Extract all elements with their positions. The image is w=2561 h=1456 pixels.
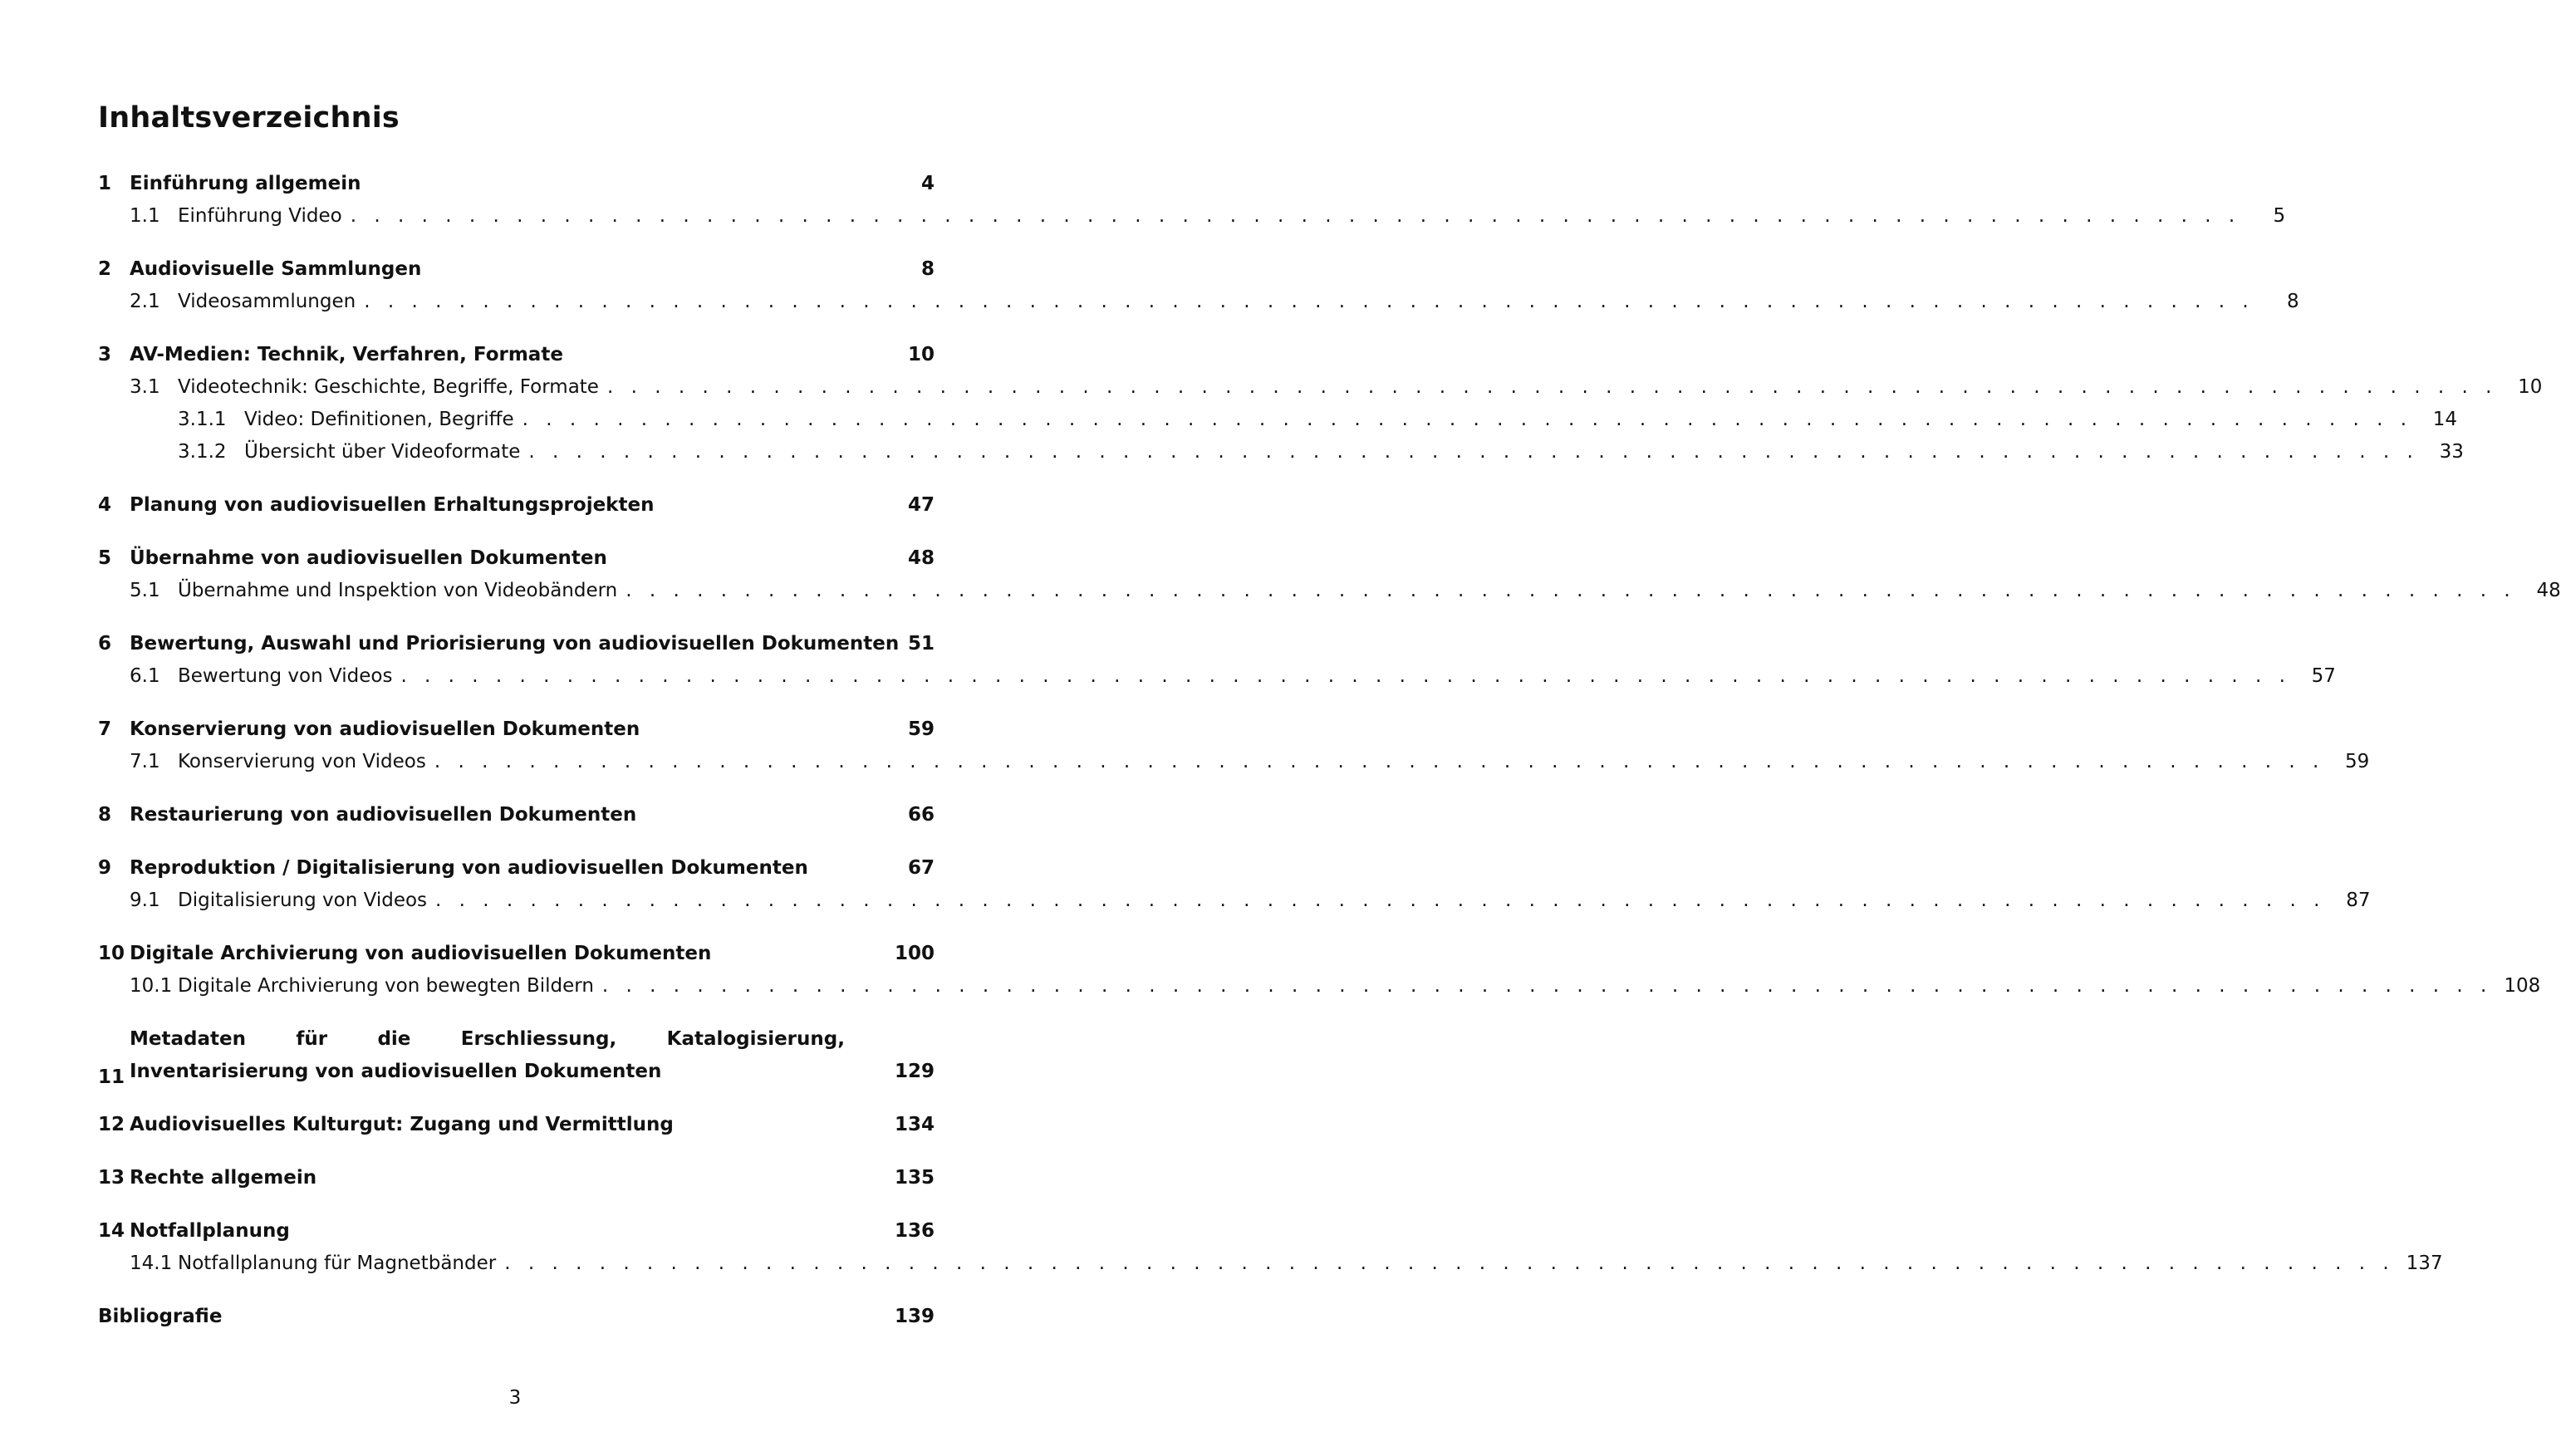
section-page-number: 87	[2346, 890, 2371, 911]
section-number: 3.1.1	[178, 409, 227, 430]
section-title: Video: Definitionen, Begriffe	[244, 409, 514, 430]
toc-section-entry[interactable]	[98, 1248, 2443, 1280]
chapter-page-number: 10	[907, 344, 935, 365]
chapter-number: 5	[98, 547, 112, 569]
chapter-title: Übernahme von audiovisuellen Dokumenten	[130, 547, 607, 569]
dot-leader: . . . . . . . . . . . . . . . . . . . . . . . . . . . . . . . . . . . . . . . . . . . . . . . . . . . . . . . . . . . . . . . . . . . . . . . . . . . . . . . .	[400, 665, 2291, 687]
section-title: Digitale Archivierung von bewegten Bildern	[178, 975, 594, 997]
toc-chapter	[98, 489, 935, 522]
dot-leader: . . . . . . . . . . . . . . . . . . . . . . . . . . . . . . . . . . . . . . . . . . . . . . . . . . . . . . . . . . . . . . . . . . . . . . . . . . . . . . . .	[522, 409, 2413, 430]
section-number: 10.1	[130, 975, 173, 997]
toc-chapter	[98, 1023, 935, 1088]
dot-leader: . . . . . . . . . . . . . . . . . . . . . . . . . . . . . . . . . . . . . . . . . . . . . . . . . . . . . . . . . . . . . . . . . . . . . . . . . . . . . . . .	[434, 751, 2325, 772]
dot-leader: . . . . . . . . . . . . . . . . . . . . . . . . . . . . . . . . . . . . . . . . . . . . . . . . . . . . . . . . . . . . . . . . . . . . . . . . . . . . . . . .	[364, 291, 2254, 312]
chapter-title: Restaurierung von audiovisuellen Dokumenten	[130, 804, 637, 826]
toc-chapter-entry[interactable]	[98, 339, 935, 371]
toc-subsection-entry[interactable]	[98, 436, 2464, 468]
chapter-page-number: 67	[907, 857, 935, 879]
toc-section-entry[interactable]	[98, 746, 2370, 778]
toc-chapter	[98, 1301, 935, 1333]
section-title: Notfallplanung für Magnetbänder	[178, 1253, 497, 1274]
section-number: 3.1	[130, 376, 160, 398]
chapter-page-number: 4	[920, 173, 935, 194]
chapter-title: Digitale Archivierung von audiovisuellen Dokumenten	[130, 943, 712, 964]
toc-chapter-entry[interactable]	[98, 628, 935, 660]
toc-chapter	[98, 852, 2371, 917]
toc-chapter-entry[interactable]	[98, 1162, 935, 1194]
chapter-page-number: 66	[907, 804, 935, 826]
section-title: Einführung Video	[178, 205, 342, 227]
section-page-number: 137	[2406, 1253, 2443, 1274]
chapter-page-number: 134	[894, 1114, 935, 1135]
chapter-page-number: 59	[907, 718, 935, 740]
toc-section-entry[interactable]	[98, 575, 2561, 607]
section-number: 7.1	[130, 751, 160, 772]
toc-chapter	[98, 253, 2299, 318]
section-page-number: 59	[2345, 751, 2370, 772]
toc-section-entry[interactable]	[98, 970, 2541, 1003]
toc-chapter	[98, 1215, 2443, 1280]
section-number: 9.1	[130, 890, 160, 911]
chapter-title: Audiovisuelles Kulturgut: Zugang und Vermittlung	[130, 1114, 674, 1135]
page-title: Inhaltsverzeichnis	[98, 101, 400, 135]
toc-chapter-entry[interactable]	[98, 542, 935, 575]
section-number: 6.1	[130, 665, 160, 687]
chapter-number: 11	[98, 1066, 125, 1088]
toc-chapter-entry[interactable]	[98, 253, 935, 286]
toc-chapter	[98, 628, 2336, 693]
dot-leader: . . . . . . . . . . . . . . . . . . . . . . . . . . . . . . . . . . . . . . . . . . . . . . . . . . . . . . . . . . . . . . . . . . . . . . . . . . . . . . . .	[601, 975, 2493, 997]
chapter-page-number: 51	[907, 633, 935, 654]
chapter-title: Bewertung, Auswahl und Priorisierung von audiovisuellen Dokumenten	[130, 633, 900, 654]
dot-leader: . . . . . . . . . . . . . . . . . . . . . . . . . . . . . . . . . . . . . . . . . . . . . . . . . . . . . . . . . . . . . . . . . . . . . . . . . . . . . . . .	[528, 441, 2419, 463]
chapter-title: Rechte allgemein	[130, 1167, 317, 1189]
dot-leader: . . . . . . . . . . . . . . . . . . . . . . . . . . . . . . . . . . . . . . . . . . . . . . . . . . . . . . . . . . . . . . . . . . . . . . . . . . . . . . . .	[626, 580, 2516, 601]
chapter-number: 9	[98, 857, 112, 879]
chapter-number: 4	[98, 494, 112, 516]
section-number: 1.1	[130, 205, 160, 227]
section-number: 5.1	[130, 580, 160, 601]
chapter-page-number: 48	[907, 547, 935, 569]
chapter-title: Reproduktion / Digitalisierung von audiovisuellen Dokumenten	[130, 857, 808, 879]
chapter-number: 6	[98, 633, 112, 654]
chapter-number: 7	[98, 718, 112, 740]
toc-section-entry[interactable]	[98, 885, 2371, 917]
toc-chapter-entry[interactable]	[98, 489, 935, 522]
section-page-number: 108	[2504, 975, 2541, 997]
section-title: Bewertung von Videos	[178, 665, 393, 687]
section-page-number: 10	[2518, 376, 2543, 398]
toc-chapter-entry[interactable]	[98, 713, 935, 746]
chapter-page-number: 47	[907, 494, 935, 516]
section-number: 14.1	[130, 1253, 173, 1274]
toc-section-entry[interactable]	[98, 660, 2336, 693]
toc-section-entry[interactable]	[98, 200, 2286, 233]
section-title: Übersicht über Videoformate	[244, 441, 521, 463]
dot-leader: . . . . . . . . . . . . . . . . . . . . . . . . . . . . . . . . . . . . . . . . . . . . . . . . . . . . . . . . . . . . . . . . . . . . . . . . . . . . . . . .	[606, 376, 2498, 398]
toc-subsection-entry[interactable]	[98, 404, 2458, 436]
section-title: Übernahme und Inspektion von Videobändern	[178, 580, 618, 601]
toc-chapter-entry[interactable]	[98, 168, 935, 200]
chapter-number: 2	[98, 258, 112, 280]
section-page-number: 57	[2311, 665, 2336, 687]
chapter-number: 10	[98, 943, 125, 964]
chapter-number: 1	[98, 173, 112, 194]
section-title: Videotechnik: Geschichte, Begriffe, Formate	[178, 376, 599, 398]
chapter-page-number: 136	[894, 1220, 935, 1242]
dot-leader: . . . . . . . . . . . . . . . . . . . . . . . . . . . . . . . . . . . . . . . . . . . . . . . . . . . . . . . . . . . . . . . . . . . . . . . . . . . . . . . .	[350, 205, 2241, 227]
toc-chapter	[98, 1109, 935, 1141]
chapter-title: Einführung allgemein	[130, 173, 361, 194]
section-title: Konservierung von Videos	[178, 751, 426, 772]
section-number: 3.1.2	[178, 441, 227, 463]
chapter-number: 8	[98, 804, 112, 826]
dot-leader: . . . . . . . . . . . . . . . . . . . . . . . . . . . . . . . . . . . . . . . . . . . . . . . . . . . . . . . . . . . . . . . . . . . . . . . . . . . . . . . .	[435, 890, 2326, 911]
chapter-title: Metadaten für die Erschliessung, Katalogisierung, Inventarisierung von audiovisuellen Dokumenten	[130, 1028, 845, 1082]
chapter-title: Audiovisuelle Sammlungen	[130, 258, 422, 280]
chapter-number: 3	[98, 344, 112, 365]
toc-chapter	[98, 713, 2370, 778]
section-title: Digitalisierung von Videos	[178, 890, 428, 911]
section-page-number: 5	[2273, 205, 2286, 227]
toc-chapter	[98, 168, 2286, 233]
toc-chapter	[98, 799, 935, 831]
chapter-title: Notfallplanung	[130, 1220, 290, 1242]
chapter-page-number: 139	[894, 1306, 935, 1327]
section-number: 2.1	[130, 291, 160, 312]
toc-chapter-entry[interactable]	[98, 1023, 935, 1088]
toc-chapter	[98, 1162, 935, 1194]
chapter-page-number: 100	[894, 943, 935, 964]
chapter-page-number: 8	[920, 258, 935, 280]
toc-page	[98, 101, 2561, 1354]
chapter-title: Bibliografie	[98, 1306, 223, 1327]
toc-chapter-entry[interactable]	[98, 1109, 935, 1141]
toc-chapter-entry[interactable]	[98, 1215, 935, 1248]
chapter-page-number: 135	[894, 1167, 935, 1189]
chapter-number: 13	[98, 1167, 125, 1189]
table-of-contents	[98, 168, 2561, 1333]
page-number-footer: 3	[508, 1387, 522, 1409]
toc-chapter	[98, 938, 2541, 1003]
section-page-number: 8	[2287, 291, 2299, 312]
toc-chapter-entry[interactable]	[98, 1301, 935, 1333]
section-title: Videosammlungen	[178, 291, 356, 312]
chapter-number: 14	[98, 1220, 125, 1242]
dot-leader: . . . . . . . . . . . . . . . . . . . . . . . . . . . . . . . . . . . . . . . . . . . . . . . . . . . . . . . . . . . . . . . . . . . . . . . . . . . . . . . .	[504, 1253, 2395, 1274]
toc-section-entry[interactable]	[98, 286, 2299, 318]
toc-chapter-entry[interactable]	[98, 799, 935, 831]
toc-chapter-entry[interactable]	[98, 852, 935, 885]
section-page-number: 48	[2536, 580, 2561, 601]
section-page-number: 33	[2439, 441, 2464, 463]
chapter-page-number: 129	[894, 1061, 935, 1082]
chapter-title: Planung von audiovisuellen Erhaltungsprojekten	[130, 494, 655, 516]
toc-chapter-entry[interactable]	[98, 938, 935, 970]
chapter-number: 12	[98, 1114, 125, 1135]
chapter-title: AV-Medien: Technik, Verfahren, Formate	[130, 344, 563, 365]
chapter-title: Konservierung von audiovisuellen Dokumenten	[130, 718, 640, 740]
toc-chapter	[98, 339, 2543, 468]
toc-section-entry[interactable]	[98, 371, 2543, 404]
toc-chapter	[98, 542, 2561, 607]
section-page-number: 14	[2432, 409, 2458, 430]
